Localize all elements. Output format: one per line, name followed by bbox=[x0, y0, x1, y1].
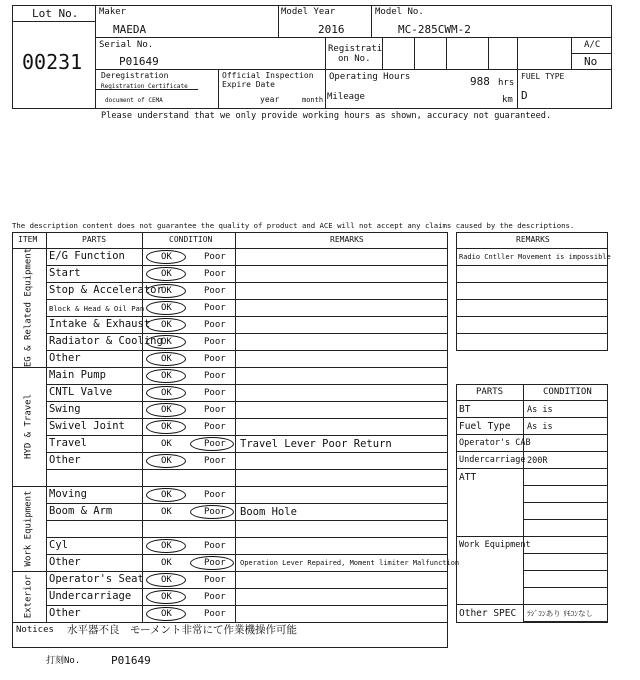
ok-option[interactable]: OK bbox=[161, 490, 172, 500]
expire-date-label: Expire Date bbox=[222, 80, 275, 89]
ok-option[interactable]: OK bbox=[161, 541, 172, 551]
poor-circle-mark bbox=[190, 556, 234, 570]
part-label: Operator's Seat bbox=[49, 573, 144, 585]
poor-option[interactable]: Poor bbox=[204, 609, 226, 619]
poor-circle-mark bbox=[190, 437, 234, 451]
registration-label-2: on No. bbox=[338, 54, 371, 64]
ok-option[interactable]: OK bbox=[161, 286, 172, 296]
right-condition-value: As is bbox=[527, 405, 553, 415]
part-label: Swing bbox=[49, 403, 81, 415]
mileage-label: Mileage bbox=[327, 92, 365, 102]
maker-label: Maker bbox=[99, 7, 127, 17]
part-label: Other bbox=[49, 352, 81, 364]
serial-no-label: Serial No. bbox=[99, 40, 154, 50]
operating-hours-label: Operating Hours bbox=[329, 72, 411, 82]
hours-note: Please understand that we only provide working hours as shown, accuracy not guaranteed. bbox=[101, 111, 552, 121]
poor-option[interactable]: Poor bbox=[204, 575, 226, 585]
right-remarks-header: REMARKS bbox=[516, 235, 550, 244]
poor-option[interactable]: Poor bbox=[204, 456, 226, 466]
ok-circle-mark bbox=[146, 267, 186, 281]
right-part-label: Operator's CAB bbox=[459, 438, 531, 448]
group-label: Work Equipment bbox=[23, 490, 34, 566]
ok-circle-mark bbox=[146, 539, 186, 553]
right-condition-value: As is bbox=[527, 422, 553, 432]
right-part-label: Work Equipment bbox=[459, 540, 531, 550]
model-year-value: 2016 bbox=[318, 23, 345, 36]
ok-circle-mark bbox=[146, 284, 186, 298]
right-part-label: Fuel Type bbox=[459, 421, 511, 432]
notices-label: Notices bbox=[16, 625, 54, 635]
lot-no: 00231 bbox=[22, 50, 83, 74]
ok-option[interactable]: OK bbox=[161, 456, 172, 466]
part-label: Travel bbox=[49, 437, 87, 449]
ok-circle-mark bbox=[146, 369, 186, 383]
registration-label-1: Registrati bbox=[328, 44, 383, 54]
ok-option[interactable]: OK bbox=[161, 575, 172, 585]
part-label: Swivel Joint bbox=[49, 420, 125, 432]
part-label: Start bbox=[49, 267, 81, 279]
ok-circle-mark bbox=[146, 335, 186, 349]
group-label: Exterior bbox=[23, 574, 34, 618]
part-label: Stop & Accelerator bbox=[49, 284, 163, 296]
stamp-value: P01649 bbox=[111, 654, 151, 667]
part-label: Cyl bbox=[49, 539, 68, 551]
hrs-unit: hrs bbox=[498, 78, 515, 88]
part-label: Undercarriage bbox=[49, 590, 132, 602]
disclaimer: The description content does not guarantee the quality of product and ACE will not accept any claims caused by the descriptions. bbox=[12, 221, 575, 230]
ac-value: No bbox=[584, 55, 598, 68]
poor-option[interactable]: Poor bbox=[204, 286, 226, 296]
ac-label: A/C bbox=[584, 40, 601, 50]
registration-certificate-label: Registration Certificate bbox=[101, 83, 188, 90]
maker-value: MAEDA bbox=[113, 23, 147, 36]
poor-option[interactable]: Poor bbox=[204, 422, 226, 432]
ok-option[interactable]: OK bbox=[161, 388, 172, 398]
poor-option[interactable]: Poor bbox=[204, 507, 226, 517]
right-part-label: BT bbox=[459, 404, 471, 415]
col-remarks-header: REMARKS bbox=[330, 235, 364, 244]
ok-option[interactable]: OK bbox=[161, 303, 172, 313]
ok-option[interactable]: OK bbox=[161, 592, 172, 602]
part-label: Main Pump bbox=[49, 369, 106, 381]
poor-option[interactable]: Poor bbox=[204, 592, 226, 602]
poor-option[interactable]: Poor bbox=[204, 439, 226, 449]
poor-option[interactable]: Poor bbox=[204, 405, 226, 415]
poor-option[interactable]: Poor bbox=[204, 371, 226, 381]
poor-option[interactable]: Poor bbox=[204, 269, 226, 279]
poor-option[interactable]: Poor bbox=[204, 303, 226, 313]
right-remarks-text: Radio Cntller Movement is impossible bbox=[459, 253, 611, 261]
ok-option[interactable]: OK bbox=[161, 354, 172, 364]
ok-circle-mark bbox=[146, 454, 186, 468]
fuel-type-value: D bbox=[521, 89, 528, 102]
official-inspection-label: Official Inspection bbox=[222, 71, 314, 80]
part-label: Other bbox=[49, 607, 81, 619]
ok-circle-mark bbox=[146, 607, 186, 621]
ok-option[interactable]: OK bbox=[161, 320, 172, 330]
ok-circle-mark bbox=[146, 301, 186, 315]
ok-option[interactable]: OK bbox=[161, 422, 172, 432]
ok-option[interactable]: OK bbox=[161, 337, 172, 347]
ok-option[interactable]: OK bbox=[161, 507, 172, 517]
serial-no-value: P01649 bbox=[119, 55, 159, 68]
ok-circle-mark bbox=[146, 352, 186, 366]
poor-option[interactable]: Poor bbox=[204, 354, 226, 364]
col-parts-header: PARTS bbox=[82, 235, 107, 244]
ok-circle-mark bbox=[146, 250, 186, 264]
model-no-value: MC-285CWM-2 bbox=[398, 23, 471, 36]
stamp-label: 打刻No. bbox=[46, 656, 81, 666]
right-condition-header: CONDITION bbox=[543, 387, 592, 397]
col-item-header: ITEM bbox=[18, 235, 38, 244]
poor-option[interactable]: Poor bbox=[204, 252, 226, 262]
ok-option[interactable]: OK bbox=[161, 439, 172, 449]
remark-text: Operation Lever Repaired, Moment limiter Malfunction bbox=[240, 559, 460, 567]
right-part-label: Undercarriage bbox=[459, 455, 526, 465]
poor-option[interactable]: Poor bbox=[204, 337, 226, 347]
poor-option[interactable]: Poor bbox=[204, 320, 226, 330]
part-label: Other bbox=[49, 556, 81, 568]
part-label: Other bbox=[49, 454, 81, 466]
operating-hours-value: 988 bbox=[470, 75, 490, 88]
right-part-label: Other SPEC bbox=[459, 608, 517, 619]
ok-option[interactable]: OK bbox=[161, 405, 172, 415]
ok-option[interactable]: OK bbox=[161, 609, 172, 619]
ok-circle-mark bbox=[146, 488, 186, 502]
lot-no-label: Lot No. bbox=[32, 7, 79, 20]
part-label: Intake & Exhaust bbox=[49, 318, 151, 330]
right-condition-value: 200R bbox=[527, 456, 548, 466]
fuel-type-label: FUEL TYPE bbox=[521, 72, 565, 81]
remark-text: Boom Hole bbox=[240, 506, 297, 518]
poor-option[interactable]: Poor bbox=[204, 490, 226, 500]
remark-text: Travel Lever Poor Return bbox=[240, 438, 392, 450]
poor-circle-mark bbox=[190, 505, 234, 519]
ok-option[interactable]: OK bbox=[161, 558, 172, 568]
model-no-label: Model No. bbox=[375, 7, 424, 17]
ok-circle-mark bbox=[146, 590, 186, 604]
cema-document-label: document of CEMA bbox=[105, 97, 163, 104]
ok-circle-mark bbox=[146, 386, 186, 400]
group-label: EG & Related Equipment bbox=[23, 247, 34, 367]
ok-circle-mark bbox=[146, 318, 186, 332]
poor-option[interactable]: Poor bbox=[204, 388, 226, 398]
ok-option[interactable]: OK bbox=[161, 371, 172, 381]
ok-circle-mark bbox=[146, 403, 186, 417]
part-label: E/G Function bbox=[49, 250, 125, 262]
col-condition-header: CONDITION bbox=[169, 235, 213, 244]
part-label: CNTL Valve bbox=[49, 386, 113, 398]
part-label: Boom & Arm bbox=[49, 505, 113, 517]
right-part-label: ATT bbox=[459, 472, 477, 483]
group-label: HYD & Travel bbox=[23, 393, 34, 459]
poor-option[interactable]: Poor bbox=[204, 541, 226, 551]
year-label: year bbox=[260, 95, 280, 104]
km-unit: km bbox=[502, 95, 513, 105]
part-label: Radiator & Cooling bbox=[49, 335, 163, 347]
notices-text: 水平器不良 モーメント非常にて作業機操作可能 bbox=[67, 624, 298, 636]
ok-option[interactable]: OK bbox=[161, 252, 172, 262]
deregistration-label: Deregistration bbox=[101, 71, 169, 80]
right-parts-header: PARTS bbox=[476, 387, 504, 397]
ok-option[interactable]: OK bbox=[161, 269, 172, 279]
part-label: Moving bbox=[49, 488, 87, 500]
part-label: Block & Head & Oil Pan bbox=[49, 304, 145, 313]
ok-circle-mark bbox=[146, 573, 186, 587]
month-label: month bbox=[302, 96, 324, 104]
model-year-label: Model Year bbox=[281, 7, 336, 17]
right-condition-value: ﾗｼﾞｺﾝあり ﾘﾓｺﾝなし bbox=[527, 609, 594, 618]
poor-option[interactable]: Poor bbox=[204, 558, 226, 568]
ok-circle-mark bbox=[146, 420, 186, 434]
